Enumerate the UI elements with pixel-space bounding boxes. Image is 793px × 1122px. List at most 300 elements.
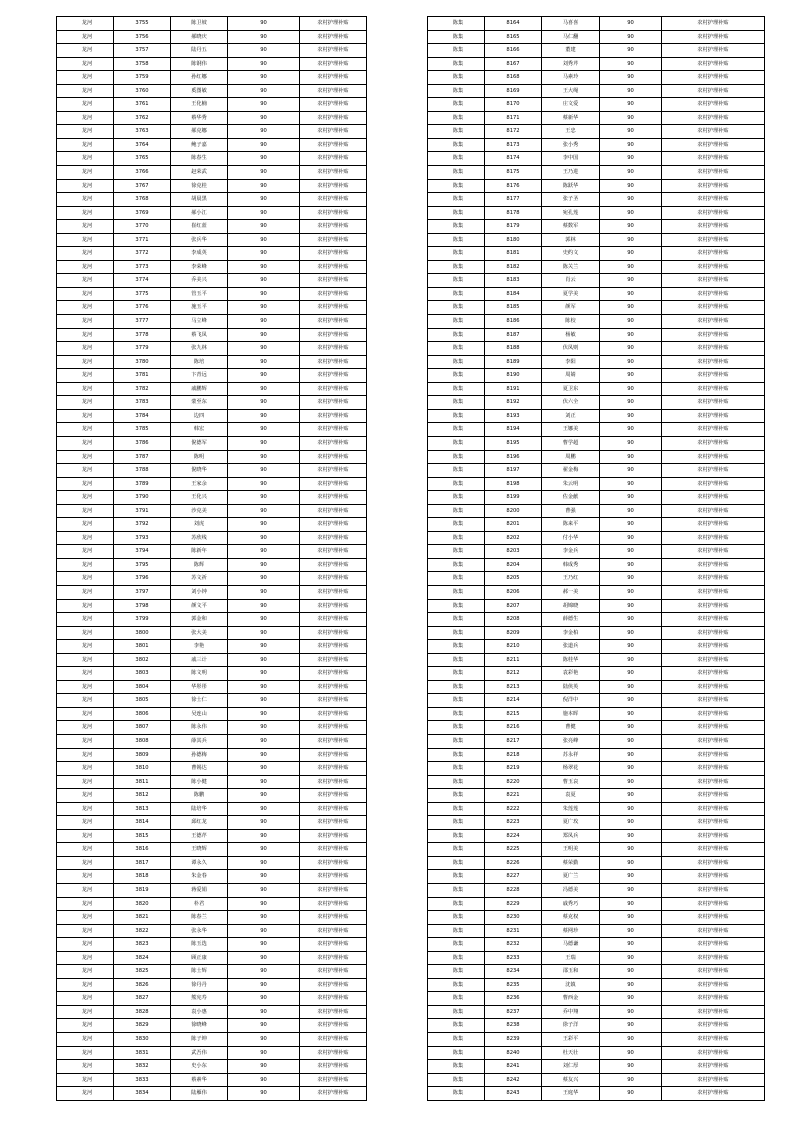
- serial-number-cell: 3805: [114, 694, 171, 708]
- serial-number-cell: 8239: [485, 1033, 542, 1047]
- town-cell: 陈集: [428, 342, 485, 356]
- table-row: [57, 260, 367, 274]
- town-cell: 陈集: [428, 978, 485, 992]
- table-row: [57, 1033, 367, 1047]
- town-cell: 龙河: [57, 748, 114, 762]
- amount-cell: 90: [600, 951, 662, 965]
- town-cell: 龙河: [57, 287, 114, 301]
- subsidy-type-cell: 农村护理补贴: [662, 355, 765, 369]
- subsidy-type-cell: 农村护理补贴: [662, 992, 765, 1006]
- town-cell: 龙河: [57, 260, 114, 274]
- town-cell: 陈集: [428, 626, 485, 640]
- table-row: [57, 138, 367, 152]
- subsidy-type-cell: 农村护理补贴: [662, 978, 765, 992]
- table-row: [428, 856, 765, 870]
- amount-cell: 90: [600, 924, 662, 938]
- amount-cell: 90: [228, 84, 300, 98]
- table-row: [57, 152, 367, 166]
- serial-number-cell: 8242: [485, 1073, 542, 1087]
- serial-number-cell: 8208: [485, 613, 542, 627]
- town-cell: 龙河: [57, 409, 114, 423]
- subsidy-type-cell: 农村护理补贴: [300, 247, 367, 261]
- amount-cell: 90: [600, 125, 662, 139]
- serial-number-cell: 3784: [114, 409, 171, 423]
- town-cell: 龙河: [57, 220, 114, 234]
- amount-cell: 90: [600, 816, 662, 830]
- town-cell: 陈集: [428, 17, 485, 31]
- serial-number-cell: 8176: [485, 179, 542, 193]
- table-row: [57, 640, 367, 654]
- town-cell: 陈集: [428, 274, 485, 288]
- town-cell: 陈集: [428, 694, 485, 708]
- serial-number-cell: 3792: [114, 518, 171, 532]
- subsidy-type-cell: 农村护理补贴: [300, 206, 367, 220]
- subsidy-type-cell: 农村护理补贴: [662, 1046, 765, 1060]
- amount-cell: 90: [228, 789, 300, 803]
- table-row: [57, 924, 367, 938]
- amount-cell: 90: [600, 667, 662, 681]
- town-cell: 龙河: [57, 423, 114, 437]
- subsidy-type-cell: 农村护理补贴: [662, 464, 765, 478]
- town-cell: 龙河: [57, 166, 114, 180]
- subsidy-type-cell: 农村护理补贴: [300, 884, 367, 898]
- table-row: [57, 450, 367, 464]
- subsidy-type-cell: 农村护理补贴: [662, 856, 765, 870]
- subsidy-type-cell: 农村护理补贴: [300, 1005, 367, 1019]
- serial-number-cell: 8203: [485, 545, 542, 559]
- town-cell: 龙河: [57, 707, 114, 721]
- subsidy-type-cell: 农村护理补贴: [300, 816, 367, 830]
- subsidy-type-cell: 农村护理补贴: [300, 44, 367, 58]
- amount-cell: 90: [600, 829, 662, 843]
- name-cell: 曹学超: [542, 436, 600, 450]
- town-cell: 龙河: [57, 315, 114, 329]
- table-row: [57, 44, 367, 58]
- name-cell: 董建: [542, 44, 600, 58]
- amount-cell: 90: [600, 585, 662, 599]
- table-row: [428, 585, 765, 599]
- town-cell: 龙河: [57, 640, 114, 654]
- town-cell: 陈集: [428, 1005, 485, 1019]
- amount-cell: 90: [228, 436, 300, 450]
- name-cell: 曹健: [542, 721, 600, 735]
- amount-cell: 90: [228, 315, 300, 329]
- town-cell: 龙河: [57, 342, 114, 356]
- table-row: [57, 599, 367, 613]
- name-cell: 鲍子嘉: [171, 138, 228, 152]
- town-cell: 陈集: [428, 206, 485, 220]
- name-cell: 夏学美: [542, 287, 600, 301]
- table-row: [428, 1033, 765, 1047]
- town-cell: 龙河: [57, 762, 114, 776]
- subsidy-type-cell: 农村护理补贴: [300, 98, 367, 112]
- table-row: [428, 626, 765, 640]
- town-cell: 陈集: [428, 748, 485, 762]
- table-row: [428, 1005, 765, 1019]
- serial-number-cell: 3769: [114, 206, 171, 220]
- name-cell: 徐晓峰: [171, 1019, 228, 1033]
- subsidy-type-cell: 农村护理补贴: [662, 30, 765, 44]
- amount-cell: 90: [228, 179, 300, 193]
- subsidy-type-cell: 农村护理补贴: [662, 179, 765, 193]
- serial-number-cell: 3800: [114, 626, 171, 640]
- serial-number-cell: 3828: [114, 1005, 171, 1019]
- table-row: [57, 856, 367, 870]
- amount-cell: 90: [228, 762, 300, 776]
- subsidy-type-cell: 农村护理补贴: [300, 233, 367, 247]
- amount-cell: 90: [228, 721, 300, 735]
- table-row: [57, 965, 367, 979]
- name-cell: 蔡新华: [542, 111, 600, 125]
- subsidy-type-cell: 农村护理补贴: [300, 680, 367, 694]
- table-row: [428, 220, 765, 234]
- subsidy-type-cell: 农村护理补贴: [300, 125, 367, 139]
- subsidy-type-cell: 农村护理补贴: [300, 748, 367, 762]
- subsidy-type-cell: 农村护理补贴: [300, 71, 367, 85]
- table-row: [428, 518, 765, 532]
- serial-number-cell: 3820: [114, 897, 171, 911]
- serial-number-cell: 8210: [485, 640, 542, 654]
- town-cell: 龙河: [57, 924, 114, 938]
- town-cell: 陈集: [428, 734, 485, 748]
- serial-number-cell: 8170: [485, 98, 542, 112]
- subsidy-type-cell: 农村护理补贴: [300, 572, 367, 586]
- serial-number-cell: 8179: [485, 220, 542, 234]
- serial-number-cell: 8174: [485, 152, 542, 166]
- subsidy-type-cell: 农村护理补贴: [662, 680, 765, 694]
- serial-number-cell: 8233: [485, 951, 542, 965]
- name-cell: 陆雁伟: [171, 1087, 228, 1101]
- name-cell: 王化楠: [171, 98, 228, 112]
- town-cell: 陈集: [428, 1019, 485, 1033]
- serial-number-cell: 8229: [485, 897, 542, 911]
- serial-number-cell: 3772: [114, 247, 171, 261]
- table-row: [57, 992, 367, 1006]
- serial-number-cell: 3833: [114, 1073, 171, 1087]
- subsidy-type-cell: 农村护理补贴: [662, 1005, 765, 1019]
- serial-number-cell: 3811: [114, 775, 171, 789]
- subsidy-type-cell: 农村护理补贴: [300, 829, 367, 843]
- subsidy-type-cell: 农村护理补贴: [300, 938, 367, 952]
- amount-cell: 90: [228, 382, 300, 396]
- subsidy-type-cell: 农村护理补贴: [662, 829, 765, 843]
- table-row: [57, 1073, 367, 1087]
- table-row: [428, 369, 765, 383]
- serial-number-cell: 3806: [114, 707, 171, 721]
- table-row: [57, 667, 367, 681]
- serial-number-cell: 8231: [485, 924, 542, 938]
- subsidy-type-cell: 农村护理补贴: [300, 897, 367, 911]
- name-cell: 张亮峰: [542, 734, 600, 748]
- subsidy-type-cell: 农村护理补贴: [662, 572, 765, 586]
- town-cell: 陈集: [428, 125, 485, 139]
- name-cell: 王乃红: [542, 572, 600, 586]
- table-row: [428, 396, 765, 410]
- name-cell: 施玉平: [171, 301, 228, 315]
- table-row: [428, 71, 765, 85]
- amount-cell: 90: [228, 57, 300, 71]
- subsidy-type-cell: 农村护理补贴: [300, 57, 367, 71]
- serial-number-cell: 8211: [485, 653, 542, 667]
- subsidy-type-cell: 农村护理补贴: [300, 477, 367, 491]
- town-cell: 龙河: [57, 667, 114, 681]
- serial-number-cell: 8189: [485, 355, 542, 369]
- subsidy-type-cell: 农村护理补贴: [300, 220, 367, 234]
- amount-cell: 90: [600, 111, 662, 125]
- amount-cell: 90: [600, 166, 662, 180]
- town-cell: 龙河: [57, 504, 114, 518]
- town-cell: 陈集: [428, 897, 485, 911]
- table-row: [428, 233, 765, 247]
- subsidy-type-cell: 农村护理补贴: [662, 802, 765, 816]
- name-cell: 陈卫坡: [171, 17, 228, 31]
- table-row: [428, 748, 765, 762]
- name-cell: 顾正康: [171, 951, 228, 965]
- amount-cell: 90: [228, 951, 300, 965]
- serial-number-cell: 8202: [485, 531, 542, 545]
- serial-number-cell: 8200: [485, 504, 542, 518]
- name-cell: 刘仁厚: [542, 1060, 600, 1074]
- amount-cell: 90: [600, 30, 662, 44]
- town-cell: 龙河: [57, 491, 114, 505]
- serial-number-cell: 8221: [485, 789, 542, 803]
- table-row: [428, 504, 765, 518]
- town-cell: 陈集: [428, 423, 485, 437]
- table-row: [57, 504, 367, 518]
- town-cell: 陈集: [428, 911, 485, 925]
- town-cell: 龙河: [57, 247, 114, 261]
- table-row: [57, 951, 367, 965]
- name-cell: 蔡数军: [542, 220, 600, 234]
- town-cell: 陈集: [428, 585, 485, 599]
- table-row: [428, 599, 765, 613]
- town-cell: 龙河: [57, 369, 114, 383]
- name-cell: 熊宪寿: [171, 992, 228, 1006]
- subsidy-type-cell: 农村护理补贴: [662, 220, 765, 234]
- name-cell: 王彩平: [542, 1033, 600, 1047]
- subsidy-type-cell: 农村护理补贴: [300, 707, 367, 721]
- amount-cell: 90: [600, 477, 662, 491]
- subsidy-type-cell: 农村护理补贴: [662, 599, 765, 613]
- town-cell: 陈集: [428, 721, 485, 735]
- amount-cell: 90: [228, 924, 300, 938]
- amount-cell: 90: [600, 464, 662, 478]
- amount-cell: 90: [600, 978, 662, 992]
- amount-cell: 90: [600, 694, 662, 708]
- name-cell: 薛其兵: [171, 734, 228, 748]
- amount-cell: 90: [228, 166, 300, 180]
- name-cell: 夏广玫: [542, 816, 600, 830]
- town-cell: 陈集: [428, 762, 485, 776]
- amount-cell: 90: [228, 504, 300, 518]
- name-cell: 陆培华: [171, 802, 228, 816]
- serial-number-cell: 3759: [114, 71, 171, 85]
- amount-cell: 90: [600, 193, 662, 207]
- amount-cell: 90: [600, 599, 662, 613]
- town-cell: 陈集: [428, 558, 485, 572]
- subsidy-type-cell: 农村护理补贴: [662, 206, 765, 220]
- serial-number-cell: 3778: [114, 328, 171, 342]
- name-cell: 曹强: [542, 504, 600, 518]
- town-cell: 陈集: [428, 1073, 485, 1087]
- town-cell: 陈集: [428, 166, 485, 180]
- name-cell: 陈校: [542, 315, 600, 329]
- table-row: [428, 1019, 765, 1033]
- amount-cell: 90: [600, 1019, 662, 1033]
- table-row: [428, 938, 765, 952]
- amount-cell: 90: [600, 98, 662, 112]
- table-row: [57, 775, 367, 789]
- subsidy-type-cell: 农村护理补贴: [300, 464, 367, 478]
- table-row: [428, 247, 765, 261]
- serial-number-cell: 8224: [485, 829, 542, 843]
- town-cell: 龙河: [57, 992, 114, 1006]
- serial-number-cell: 3832: [114, 1060, 171, 1074]
- amount-cell: 90: [228, 477, 300, 491]
- subsidy-type-cell: 农村护理补贴: [662, 721, 765, 735]
- name-cell: 陆丹五: [171, 44, 228, 58]
- serial-number-cell: 3793: [114, 531, 171, 545]
- name-cell: 杜天壮: [542, 1046, 600, 1060]
- name-cell: 孙德梅: [171, 748, 228, 762]
- town-cell: 陈集: [428, 707, 485, 721]
- name-cell: 王忠: [542, 125, 600, 139]
- subsidy-type-cell: 农村护理补贴: [300, 30, 367, 44]
- serial-number-cell: 8243: [485, 1087, 542, 1101]
- table-row: [57, 694, 367, 708]
- table-row: [428, 84, 765, 98]
- town-cell: 陈集: [428, 599, 485, 613]
- town-cell: 陈集: [428, 233, 485, 247]
- town-cell: 龙河: [57, 653, 114, 667]
- amount-cell: 90: [228, 247, 300, 261]
- subsidy-type-cell: 农村护理补贴: [300, 193, 367, 207]
- table-row: [57, 734, 367, 748]
- amount-cell: 90: [600, 1073, 662, 1087]
- table-row: [57, 802, 367, 816]
- town-cell: 陈集: [428, 680, 485, 694]
- amount-cell: 90: [228, 802, 300, 816]
- amount-cell: 90: [228, 545, 300, 559]
- town-cell: 龙河: [57, 464, 114, 478]
- amount-cell: 90: [600, 856, 662, 870]
- town-cell: 陈集: [428, 30, 485, 44]
- table-row: [57, 206, 367, 220]
- name-cell: 沙克美: [171, 504, 228, 518]
- amount-cell: 90: [600, 206, 662, 220]
- subsidy-type-cell: 农村护理补贴: [662, 518, 765, 532]
- subsidy-type-cell: 农村护理补贴: [300, 775, 367, 789]
- town-cell: 陈集: [428, 71, 485, 85]
- table-row: [428, 721, 765, 735]
- name-cell: 冯德美: [542, 884, 600, 898]
- amount-cell: 90: [228, 44, 300, 58]
- town-cell: 龙河: [57, 843, 114, 857]
- serial-number-cell: 3785: [114, 423, 171, 437]
- amount-cell: 90: [228, 464, 300, 478]
- amount-cell: 90: [600, 965, 662, 979]
- name-cell: 张道兵: [542, 640, 600, 654]
- amount-cell: 90: [228, 1060, 300, 1074]
- table-row: [428, 884, 765, 898]
- amount-cell: 90: [228, 694, 300, 708]
- amount-cell: 90: [600, 17, 662, 31]
- town-cell: 龙河: [57, 951, 114, 965]
- subsidy-type-cell: 农村护理补贴: [300, 355, 367, 369]
- table-row: [428, 57, 765, 71]
- town-cell: 陈集: [428, 409, 485, 423]
- subsidy-type-cell: 农村护理补贴: [300, 111, 367, 125]
- town-cell: 龙河: [57, 274, 114, 288]
- table-row: [57, 1087, 367, 1101]
- amount-cell: 90: [600, 843, 662, 857]
- subsidy-type-cell: 农村护理补贴: [662, 328, 765, 342]
- subsidy-type-cell: 农村护理补贴: [300, 17, 367, 31]
- subsidy-type-cell: 农村护理补贴: [300, 856, 367, 870]
- subsidy-type-cell: 农村护理补贴: [662, 287, 765, 301]
- town-cell: 陈集: [428, 193, 485, 207]
- town-cell: 陈集: [428, 477, 485, 491]
- name-cell: 李金柏: [542, 626, 600, 640]
- amount-cell: 90: [600, 1046, 662, 1060]
- table-row: [428, 206, 765, 220]
- serial-number-cell: 3798: [114, 599, 171, 613]
- table-row: [57, 315, 367, 329]
- amount-cell: 90: [228, 342, 300, 356]
- serial-number-cell: 3819: [114, 884, 171, 898]
- town-cell: 龙河: [57, 98, 114, 112]
- table-row: [57, 409, 367, 423]
- subsidy-type-cell: 农村护理补贴: [662, 558, 765, 572]
- subsidy-type-cell: 农村护理补贴: [300, 613, 367, 627]
- name-cell: 蔡飞凤: [171, 328, 228, 342]
- town-cell: 龙河: [57, 626, 114, 640]
- table-row: [428, 558, 765, 572]
- amount-cell: 90: [228, 626, 300, 640]
- serial-number-cell: 8238: [485, 1019, 542, 1033]
- subsidy-type-cell: 农村护理补贴: [300, 762, 367, 776]
- subsidy-type-cell: 农村护理补贴: [662, 247, 765, 261]
- town-cell: 龙河: [57, 965, 114, 979]
- name-cell: 徐士仁: [171, 694, 228, 708]
- amount-cell: 90: [228, 125, 300, 139]
- name-cell: 王庭华: [542, 1087, 600, 1101]
- serial-number-cell: 3762: [114, 111, 171, 125]
- amount-cell: 90: [228, 518, 300, 532]
- serial-number-cell: 8227: [485, 870, 542, 884]
- town-cell: 陈集: [428, 44, 485, 58]
- name-cell: 马德谦: [542, 938, 600, 952]
- serial-number-cell: 8234: [485, 965, 542, 979]
- amount-cell: 90: [600, 531, 662, 545]
- subsidy-type-cell: 农村护理补贴: [300, 504, 367, 518]
- serial-number-cell: 3760: [114, 84, 171, 98]
- subsidy-type-cell: 农村护理补贴: [662, 653, 765, 667]
- name-cell: 蒙至东: [171, 396, 228, 410]
- serial-number-cell: 8191: [485, 382, 542, 396]
- name-cell: 邱红龙: [171, 816, 228, 830]
- town-cell: 陈集: [428, 152, 485, 166]
- serial-number-cell: 8173: [485, 138, 542, 152]
- amount-cell: 90: [600, 342, 662, 356]
- name-cell: 王乃进: [542, 166, 600, 180]
- amount-cell: 90: [600, 613, 662, 627]
- serial-number-cell: 3808: [114, 734, 171, 748]
- amount-cell: 90: [600, 572, 662, 586]
- subsidy-type-cell: 农村护理补贴: [300, 450, 367, 464]
- table-row: [57, 531, 367, 545]
- subsidy-type-cell: 农村护理补贴: [300, 1046, 367, 1060]
